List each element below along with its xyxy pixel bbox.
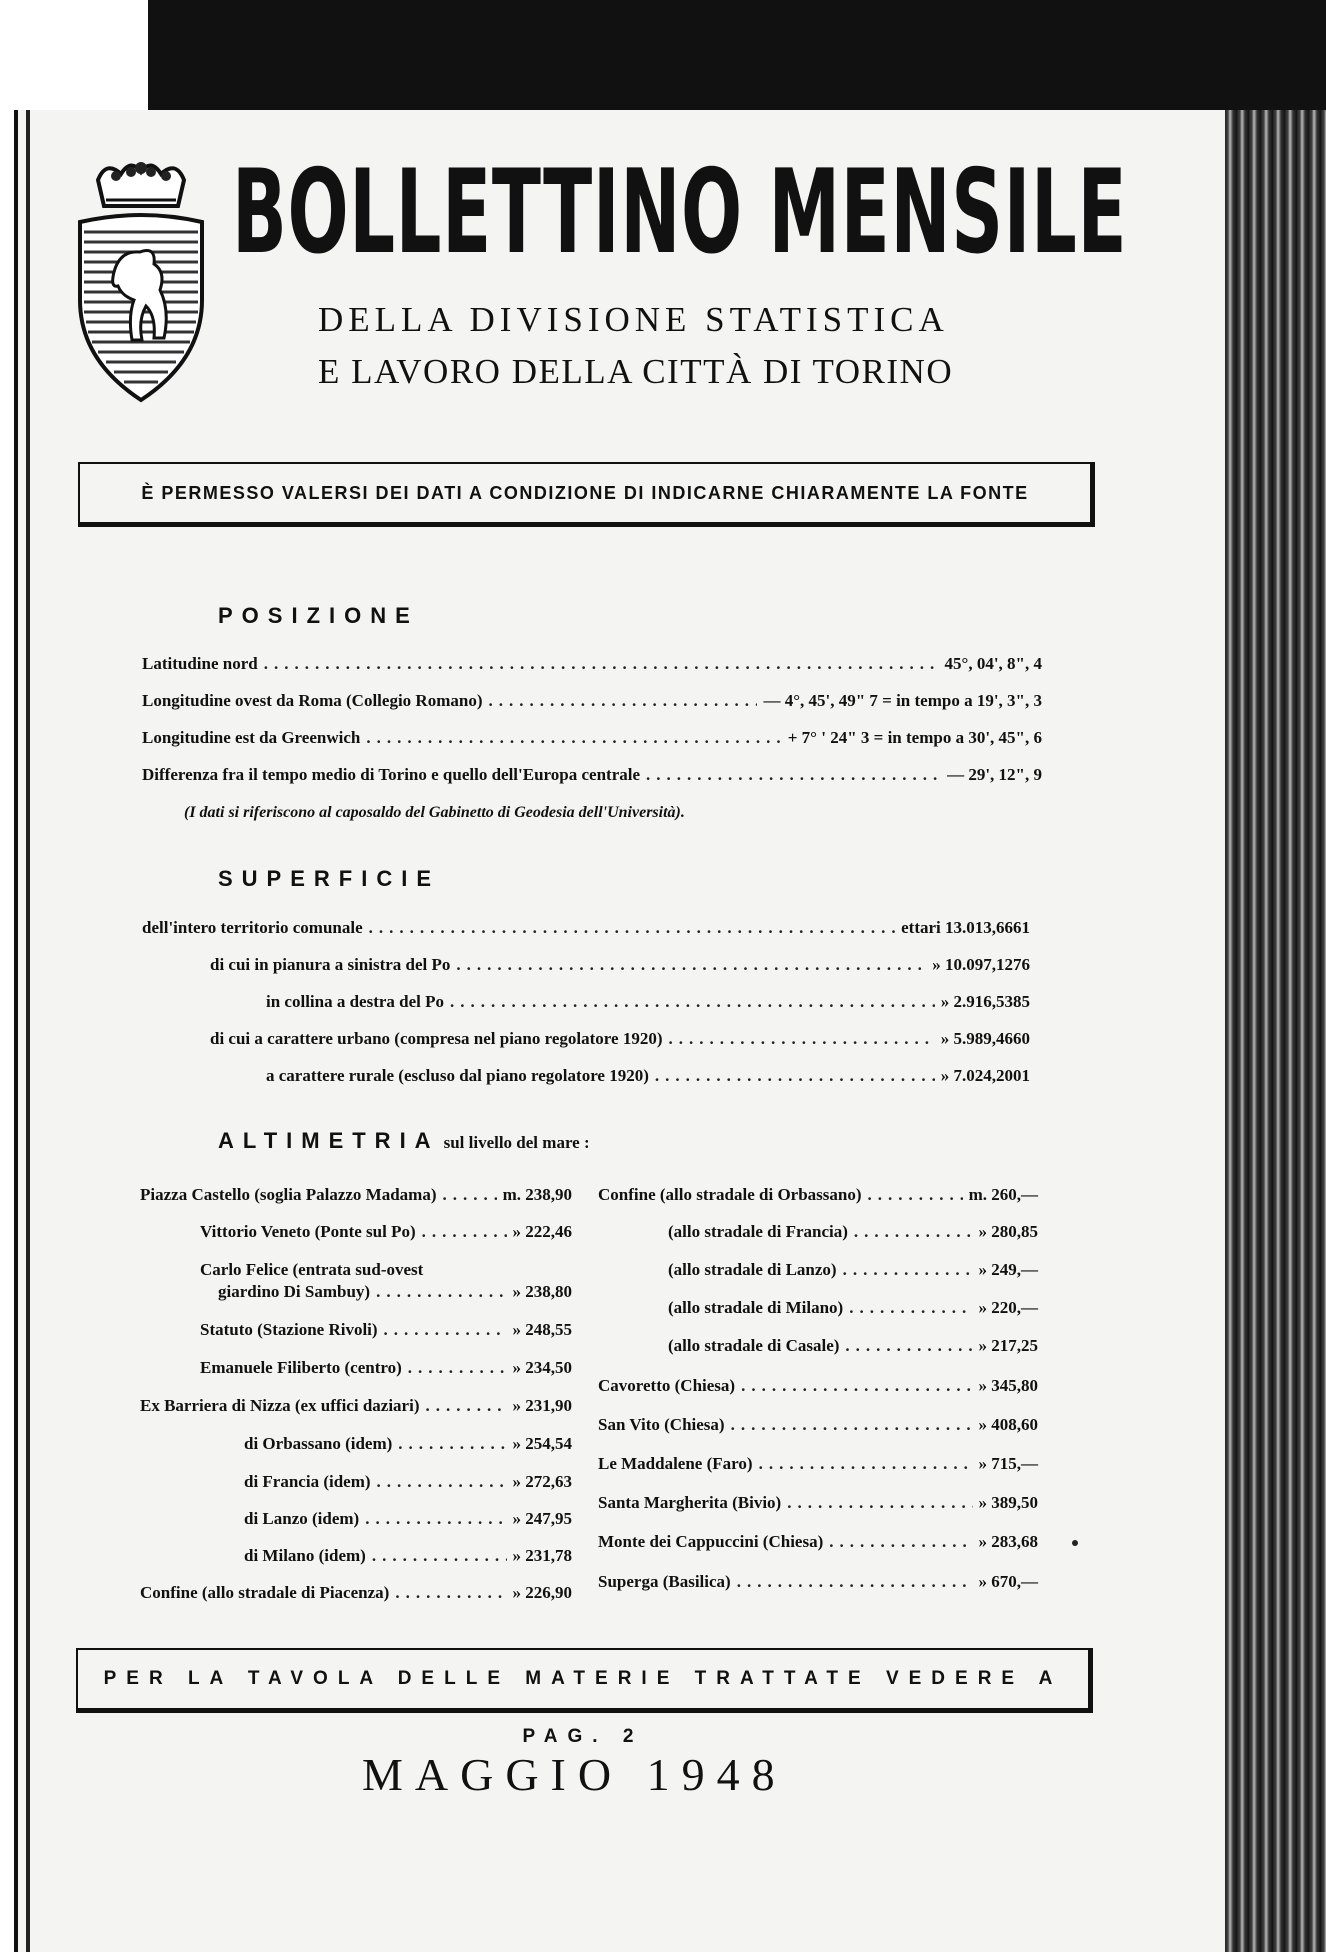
scan-left-line (26, 110, 30, 1952)
publication-title: BOLLETTINO MENSILE (232, 145, 1128, 280)
altimetria-subtitle: sul livello del mare : (443, 1133, 590, 1152)
book-spine-edge (1225, 110, 1326, 1952)
altimetria-right-row (668, 1298, 1038, 1318)
row-label: Emanuele Filiberto (centro) (200, 1358, 402, 1377)
row-label: Ex Barriera di Nizza (ex uffici daziari) (140, 1396, 420, 1415)
row-value: » 220,— (978, 1298, 1038, 1317)
row-label: di Orbassano (idem) (244, 1434, 393, 1453)
row-value: » 283,68 (978, 1532, 1038, 1551)
altimetria-title: ALTIMETRIA (218, 1128, 440, 1153)
row-label: Santa Margherita (Bivio) (598, 1493, 782, 1512)
row-value: » 234,50 (512, 1358, 572, 1377)
altimetria-left-row (244, 1509, 572, 1529)
altimetria-heading (218, 1128, 590, 1154)
row-label: di Lanzo (idem) (244, 1509, 360, 1528)
publication-subtitle-line2: E LAVORO DELLA CITTÀ DI TORINO (318, 352, 954, 391)
row-value: m. 260,— (968, 1185, 1038, 1204)
altimetria-right-row (598, 1493, 1038, 1513)
row-value: » 408,60 (978, 1415, 1038, 1434)
contents-notice: PER LA TAVOLA DELLE MATERIE TRATTATE VEDERE A PAG. 2 (76, 1648, 1093, 1713)
row-label: (allo stradale di Casale) (668, 1336, 840, 1355)
altimetria-left-row (244, 1434, 572, 1454)
superficie-row (210, 1029, 1030, 1049)
row-value: » 231,90 (512, 1396, 572, 1415)
row-label: giardino Di Sambuy) (218, 1282, 371, 1301)
row-label: di Francia (idem) (244, 1472, 371, 1491)
row-label: in collina a destra del Po (266, 992, 445, 1011)
altimetria-right-row (598, 1185, 1038, 1205)
altimetria-right-row (668, 1336, 1038, 1356)
row-value: » 345,80 (978, 1376, 1038, 1395)
row-value: — 29', 12", 9 (947, 765, 1042, 784)
posizione-row (142, 654, 1042, 674)
posizione-heading: POSIZIONE (218, 603, 419, 628)
row-label: Latitudine nord (142, 654, 258, 673)
row-label: a carattere rurale (escluso dal piano regolatore 1920) (266, 1066, 649, 1085)
row-label: San Vito (Chiesa) (598, 1415, 725, 1434)
row-value: » 238,80 (512, 1282, 572, 1301)
row-label: Statuto (Stazione Rivoli) (200, 1320, 378, 1339)
altimetria-left-row (200, 1260, 572, 1280)
posizione-row (142, 765, 1042, 785)
row-label: Longitudine est da Greenwich (142, 728, 361, 747)
row-value: » 2.916,5385 (940, 992, 1030, 1011)
row-value: » 254,54 (512, 1434, 572, 1453)
altimetria-left-row (200, 1320, 572, 1340)
row-value: » 247,95 (512, 1509, 572, 1528)
row-value: m. 238,90 (502, 1185, 572, 1204)
row-value: + 7° ' 24" 3 = in tempo a 30', 45", 6 (787, 728, 1042, 747)
row-value: » 249,— (978, 1260, 1038, 1279)
altimetria-left-row (244, 1546, 572, 1566)
row-label: dell'intero territorio comunale (142, 918, 363, 937)
row-value: » 248,55 (512, 1320, 572, 1339)
row-label: (allo stradale di Francia) (668, 1222, 848, 1241)
altimetria-right-row (598, 1415, 1038, 1435)
bullet-mark (1072, 1540, 1078, 1546)
altimetria-right-row (598, 1454, 1038, 1474)
row-label: (allo stradale di Lanzo) (668, 1260, 837, 1279)
row-value: » 715,— (978, 1454, 1038, 1473)
row-label: Carlo Felice (entrata sud-ovest (200, 1260, 424, 1279)
altimetria-left-row (244, 1472, 572, 1492)
row-label: (allo stradale di Milano) (668, 1298, 844, 1317)
altimetria-right-row (668, 1222, 1038, 1242)
superficie-heading: SUPERFICIE (218, 866, 441, 891)
altimetria-left-row (200, 1222, 572, 1242)
posizione-row (142, 691, 1042, 711)
row-value: » 226,90 (512, 1583, 572, 1602)
row-label: Superga (Basilica) (598, 1572, 731, 1591)
scan-top-shadow (148, 0, 1326, 110)
superficie-row (210, 955, 1030, 975)
superficie-row (266, 1066, 1030, 1086)
altimetria-left-row (140, 1396, 572, 1416)
row-value: » 10.097,1276 (932, 955, 1030, 974)
row-label: Cavoretto (Chiesa) (598, 1376, 736, 1395)
row-label: di cui in pianura a sinistra del Po (210, 955, 451, 974)
row-value: » 217,25 (978, 1336, 1038, 1355)
row-value: » 670,— (978, 1572, 1038, 1591)
publication-subtitle-line1: DELLA DIVISIONE STATISTICA (318, 300, 949, 339)
altimetria-right-row (598, 1532, 1038, 1552)
row-value: » 280,85 (978, 1222, 1038, 1241)
issue-date: MAGGIO 1948 (362, 1749, 787, 1800)
row-value: » 7.024,2001 (940, 1066, 1030, 1085)
row-value: — 4°, 45', 49" 7 = in tempo a 19', 3", 3 (763, 691, 1042, 710)
scan-left-edge (0, 110, 18, 1952)
torino-crest-icon (76, 160, 206, 405)
source-notice: È PERMESSO VALERSI DEI DATI A CONDIZIONE DI INDICARNE CHIARAMENTE LA FONTE (78, 462, 1095, 527)
altimetria-left-row (140, 1185, 572, 1205)
altimetria-right-row (668, 1260, 1038, 1280)
altimetria-right-row (598, 1572, 1038, 1592)
row-value: 45°, 04', 8", 4 (944, 654, 1042, 673)
row-value: » 5.989,4660 (940, 1029, 1030, 1048)
row-value: ettari 13.013,6661 (901, 918, 1030, 937)
row-label: Confine (allo stradale di Piacenza) (140, 1583, 390, 1602)
altimetria-left-row (218, 1282, 572, 1302)
row-label: Le Maddalene (Faro) (598, 1454, 753, 1473)
superficie-row (266, 992, 1030, 1012)
altimetria-right-row (598, 1376, 1038, 1396)
row-label: Differenza fra il tempo medio di Torino e quello dell'Europa centrale (142, 765, 641, 784)
row-label: Longitudine ovest da Roma (Collegio Romano) (142, 691, 483, 710)
row-label: Vittorio Veneto (Ponte sul Po) (200, 1222, 416, 1241)
row-value: » 231,78 (512, 1546, 572, 1565)
altimetria-left-row (200, 1358, 572, 1378)
row-label: Monte dei Cappuccini (Chiesa) (598, 1532, 824, 1551)
altimetria-left-row (140, 1583, 572, 1603)
row-value: » 389,50 (978, 1493, 1038, 1512)
row-value: » 272,63 (512, 1472, 572, 1491)
row-value: » 222,46 (512, 1222, 572, 1241)
superficie-row (142, 918, 1030, 938)
row-label: di Milano (idem) (244, 1546, 366, 1565)
posizione-note: (I dati si riferiscono al caposaldo del Gabinetto di Geodesia dell'Università). (184, 804, 685, 821)
posizione-row (142, 728, 1042, 748)
row-label: di cui a carattere urbano (compresa nel piano regolatore 1920) (210, 1029, 663, 1048)
row-label: Piazza Castello (soglia Palazzo Madama) (140, 1185, 437, 1204)
row-label: Confine (allo stradale di Orbassano) (598, 1185, 862, 1204)
